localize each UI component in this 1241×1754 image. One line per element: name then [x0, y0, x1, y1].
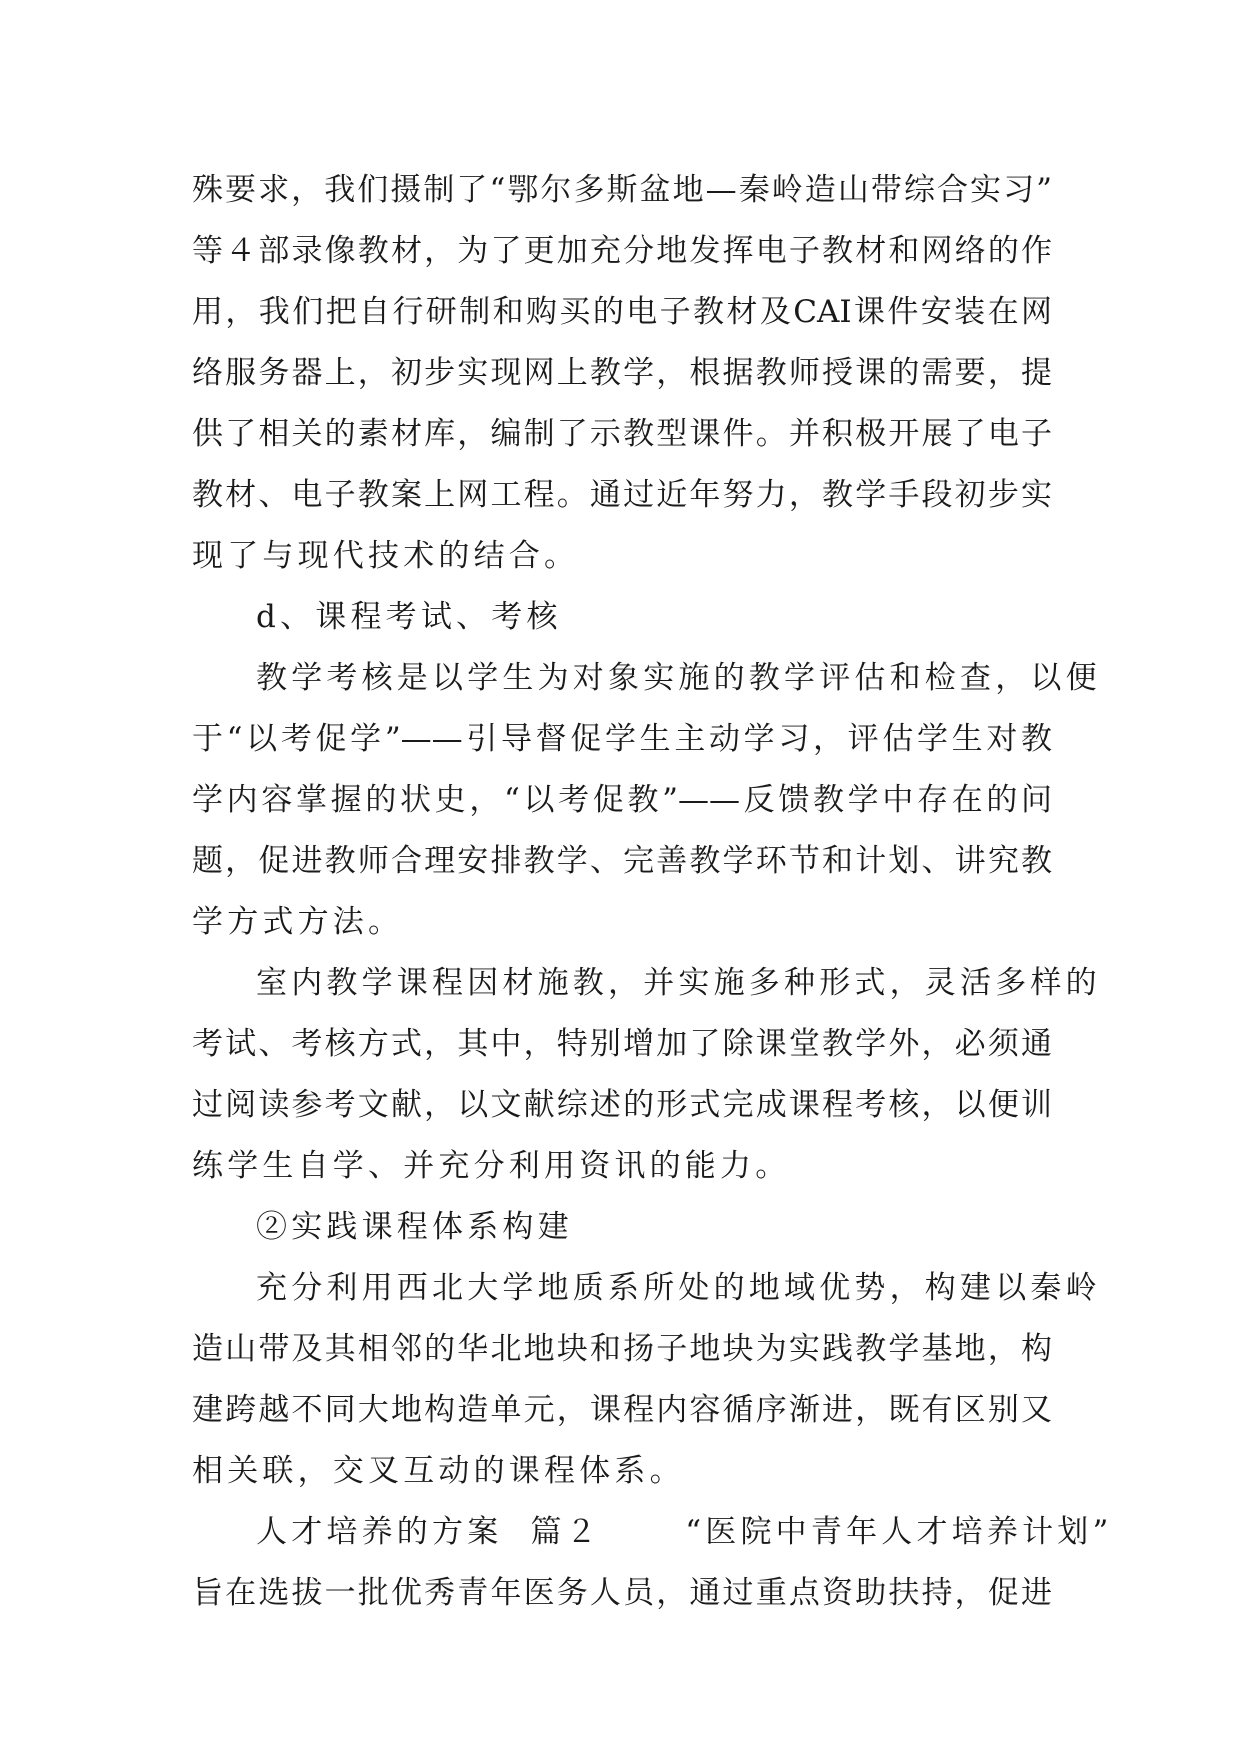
- text-line: 考试、考核方式，其中，特别增加了除课堂教学外，必须通: [192, 1026, 1052, 1062]
- text-line: 学方式方法。: [192, 904, 404, 940]
- body-text: [192, 160, 1113, 1624]
- text-line: 过阅读参考文献，以文献综述的形式完成课程考核，以便训: [192, 1087, 1052, 1123]
- text-line: 等４部录像教材，为了更加充分地发挥电子教材和网络的作: [192, 233, 1052, 269]
- section-heading: 人才培养的方案 篇２ “医院中青年人才培养计划”: [256, 1514, 1113, 1550]
- text-line: 殊要求，我们摄制了“鄂尔多斯盆地—秦岭造山带综合实习”: [192, 172, 1052, 208]
- text-line: 于“以考促学”——引导督促学生主动学习，评估学生对教: [192, 721, 1052, 757]
- text-line: 教材、电子教案上网工程。通过近年努力，教学手段初步实: [192, 477, 1052, 513]
- text-line: 学内容掌握的状史，“以考促教”——反馈教学中存在的问: [192, 782, 1052, 818]
- text-line: 供了相关的素材库，编制了示教型课件。并积极开展了电子: [192, 416, 1052, 452]
- text-line: 相关联，交叉互动的课程体系。: [192, 1453, 685, 1489]
- text-line: 充分利用西北大学地质系所处的地域优势，构建以秦岭: [256, 1270, 1101, 1306]
- text-line: 建跨越不同大地构造单元，课程内容循序渐进，既有区别又: [192, 1392, 1052, 1428]
- section-heading: ②实践课程体系构建: [256, 1209, 573, 1245]
- text-line: 用，我们把自行研制和购买的电子教材及CAI课件安装在网: [192, 294, 1052, 330]
- section-heading: d、课程考试、考核: [256, 599, 562, 635]
- text-line: 室内教学课程因材施教，并实施多种形式，灵活多样的: [256, 965, 1101, 1001]
- text-line: 造山带及其相邻的华北地块和扬子地块为实践教学基地，构: [192, 1331, 1052, 1367]
- text-line: 练学生自学、并充分利用资讯的能力。: [192, 1148, 791, 1184]
- text-line: 现了与现代技术的结合。: [192, 538, 580, 574]
- text-line: 旨在选拔一批优秀青年医务人员，通过重点资助扶持，促进: [192, 1575, 1052, 1611]
- text-line: 络服务器上，初步实现网上教学，根据教师授课的需要，提: [192, 355, 1052, 391]
- text-line: 题，促进教师合理安排教学、完善教学环节和计划、讲究教: [192, 843, 1052, 879]
- text-line: 教学考核是以学生为对象实施的教学评估和检查，以便: [256, 660, 1101, 696]
